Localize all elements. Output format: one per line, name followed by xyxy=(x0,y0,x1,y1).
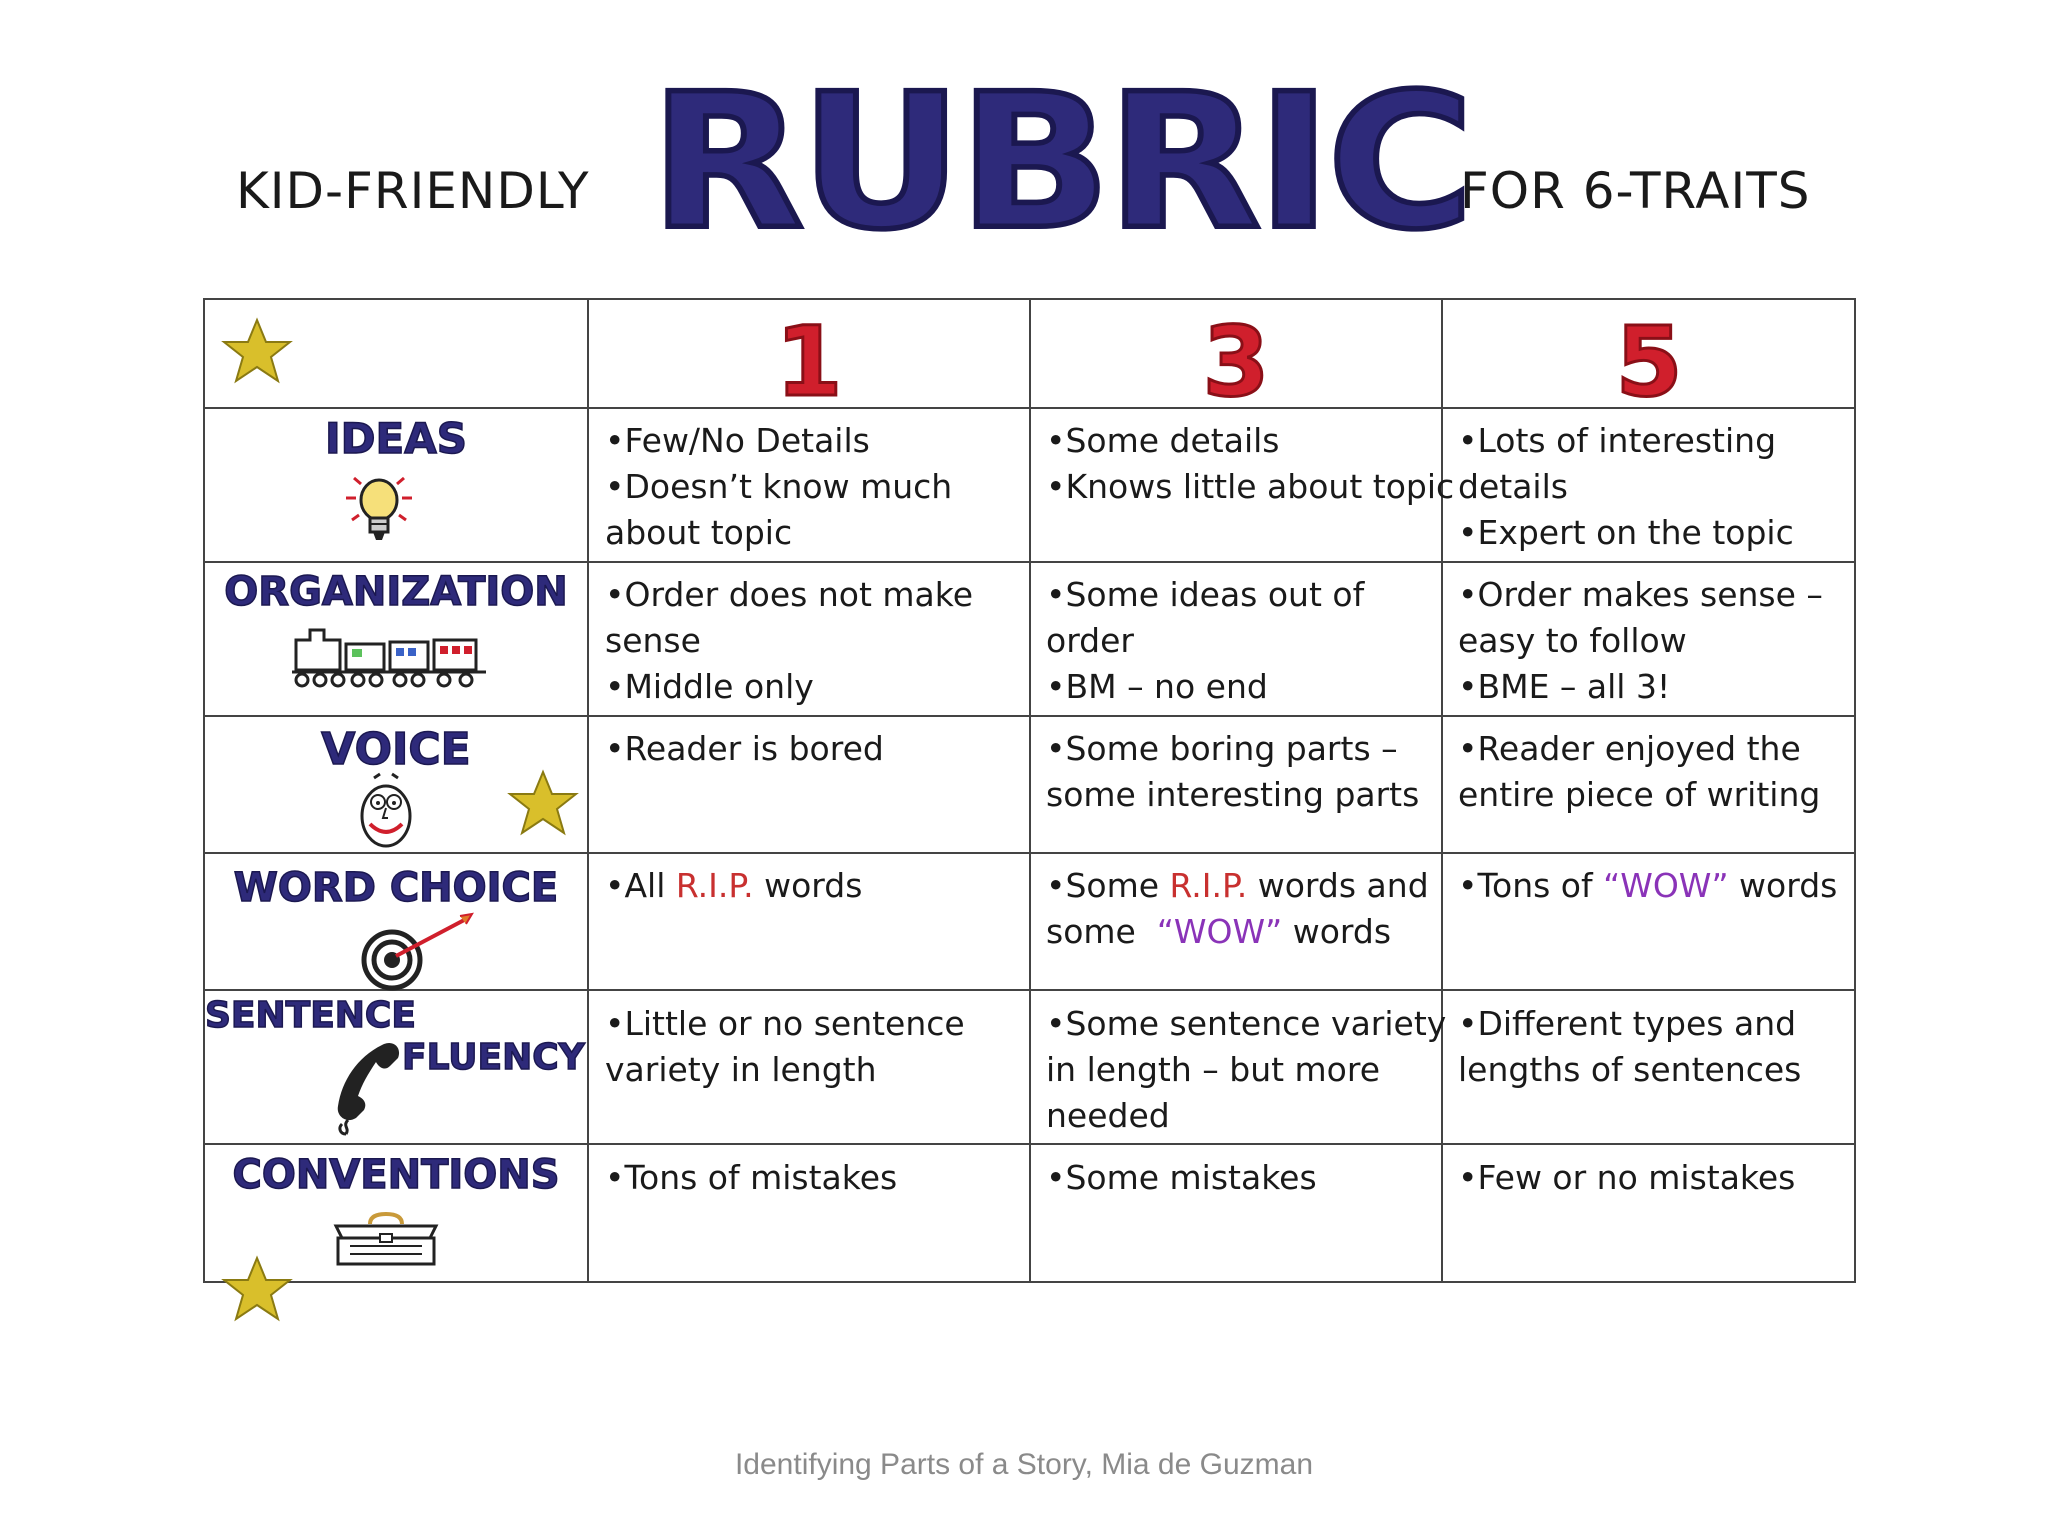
footer-caption: Identifying Parts of a Story, Mia de Guzman xyxy=(734,1448,1314,1481)
score-header-1: 1 xyxy=(775,306,843,418)
cell-conventions-1: •Tons of mistakes xyxy=(605,1158,898,1197)
rubric-title: RUBRIC xyxy=(650,54,1471,271)
trait-fluency: FLUENCY xyxy=(402,1037,585,1078)
row-divider xyxy=(203,852,1856,854)
star-icon xyxy=(222,318,292,384)
header-left-text: KID-FRIENDLY xyxy=(236,162,590,220)
score-header-5: 5 xyxy=(1615,306,1683,418)
train-icon xyxy=(290,622,490,692)
cell-fluency-1: •Little or no sentence variety in length xyxy=(605,1004,965,1089)
cell-conventions-3: •Some mistakes xyxy=(1046,1158,1317,1197)
cell-voice-5: •Reader enjoyed the entire piece of writing xyxy=(1458,729,1821,814)
trait-conventions: CONVENTIONS xyxy=(232,1152,560,1198)
row-divider xyxy=(203,715,1856,717)
cell-voice-3: •Some boring parts – some interesting parts xyxy=(1046,729,1420,814)
cell-fluency-3: •Some sentence variety in length – but more needed xyxy=(1046,1004,1447,1135)
cell-ideas-5: •Lots of interesting details •Expert on the topic xyxy=(1458,421,1794,552)
telephone-icon xyxy=(328,1036,404,1136)
cell-voice-1: •Reader is bored xyxy=(605,729,884,768)
score-header-3: 3 xyxy=(1202,306,1270,418)
cell-ideas-1: •Few/No Details •Doesn’t know much about topic xyxy=(605,421,953,552)
cell-conventions-5: •Few or no mistakes xyxy=(1458,1158,1796,1197)
toolbox-icon xyxy=(330,1210,442,1270)
cell-word-choice-5: •Tons of “WOW” words xyxy=(1458,866,1838,905)
cell-ideas-3: •Some details •Knows little about topic xyxy=(1046,421,1455,506)
cell-word-choice-1: •All R.I.P. words xyxy=(605,866,863,905)
cell-organization-5: •Order makes sense – easy to follow •BME – all 3! xyxy=(1458,575,1823,706)
trait-word-choice: WORD CHOICE xyxy=(233,865,559,911)
star-icon xyxy=(222,1256,292,1322)
column-divider xyxy=(587,298,589,1283)
lightbulb-icon xyxy=(336,468,422,560)
trait-organization: ORGANIZATION xyxy=(224,569,568,615)
cell-word-choice-3: •Some R.I.P. words and some “WOW” words xyxy=(1046,866,1429,951)
cell-organization-1: •Order does not make sense •Middle only xyxy=(605,575,973,706)
cell-fluency-5: •Different types and lengths of sentences xyxy=(1458,1004,1802,1089)
target-icon xyxy=(356,912,476,992)
trait-sentence: SENTENCE xyxy=(205,995,416,1036)
star-icon xyxy=(508,770,578,836)
trait-voice: VOICE xyxy=(321,724,471,775)
row-divider xyxy=(203,561,1856,563)
trait-ideas: IDEAS xyxy=(325,414,467,463)
smiley-face-icon xyxy=(356,772,416,850)
cell-organization-3: •Some ideas out of order •BM – no end xyxy=(1046,575,1365,706)
header-right-text: FOR 6-TRAITS xyxy=(1460,162,1811,220)
column-divider xyxy=(1029,298,1031,1283)
row-divider xyxy=(203,1143,1856,1145)
